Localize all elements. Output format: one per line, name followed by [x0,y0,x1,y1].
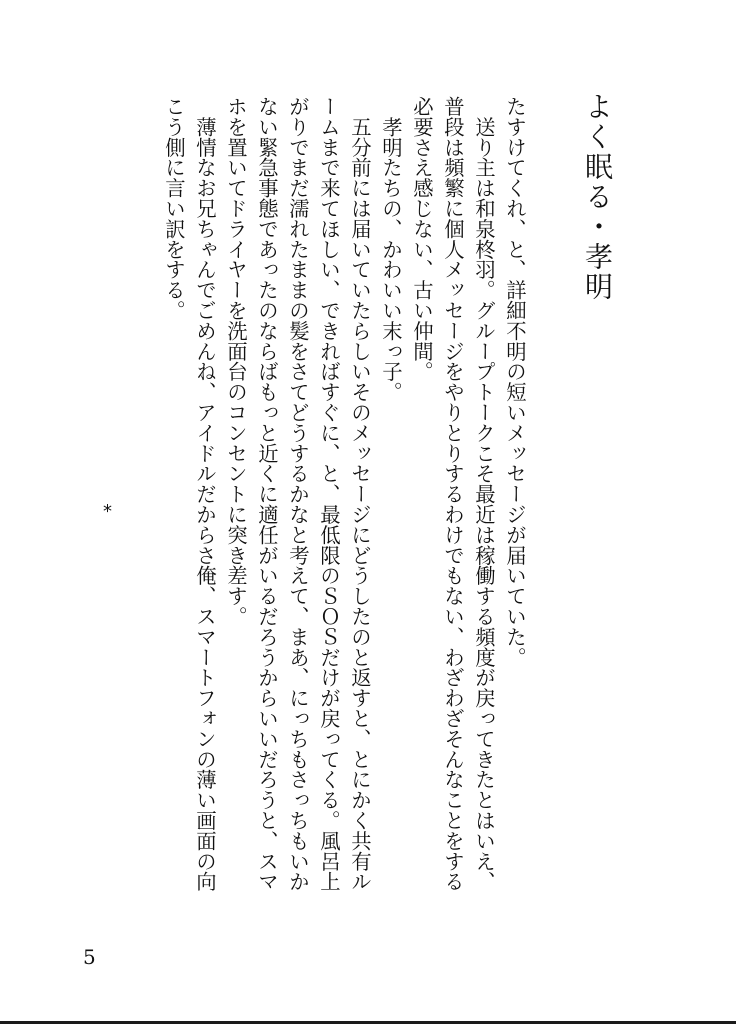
text-line: こう側に言い訳をする。 [162,96,186,321]
text-line: ームまで来てほしい、できればすぐに、と、最低限のＳＯＳだけが戻ってくる。風呂上 [317,96,341,892]
text-line: がりでまだ濡れたままの髪をさてどうするかなと考えて、まあ、にっちもさっちもいか [286,96,310,892]
section-break-mark: * [103,501,112,522]
text-line: ない緊急事態であったのならばもっと近くに適任がいるだろうからいいだろうと、スマ [255,96,279,892]
text-line: 必要さえ感じない、古い仲間。 [410,96,434,382]
text-line: 孝明たちの、かわいい末っ子。 [379,96,403,402]
chapter-title: よく眠る・孝明 [581,92,614,302]
text-line: ホを置いてドライヤーを洗面台のコンセントに突き差す。 [224,96,248,627]
text-line: 送り主は和泉柊羽。グループトークこそ最近は稼働する頻度が戻ってきたとはいえ、 [472,96,496,892]
text-line: たすけてくれ、と、詳細不明の短いメッセージが届いていた。 [503,96,527,668]
body-text [158,96,530,946]
page-number: 5 [83,945,96,969]
text-line: 五分前には届いていたらしいそのメッセージにどうしたのと返すと、とにかく共有ル [348,96,372,892]
text-line: 薄情なお兄ちゃんでごめんね、アイドルだからさ俺、スマートフォンの薄い画面の向 [193,96,217,892]
text-line: 普段は頻繁に個人メッセージをやりとりするわけでもない、わざわざそんなことをする [441,96,465,892]
